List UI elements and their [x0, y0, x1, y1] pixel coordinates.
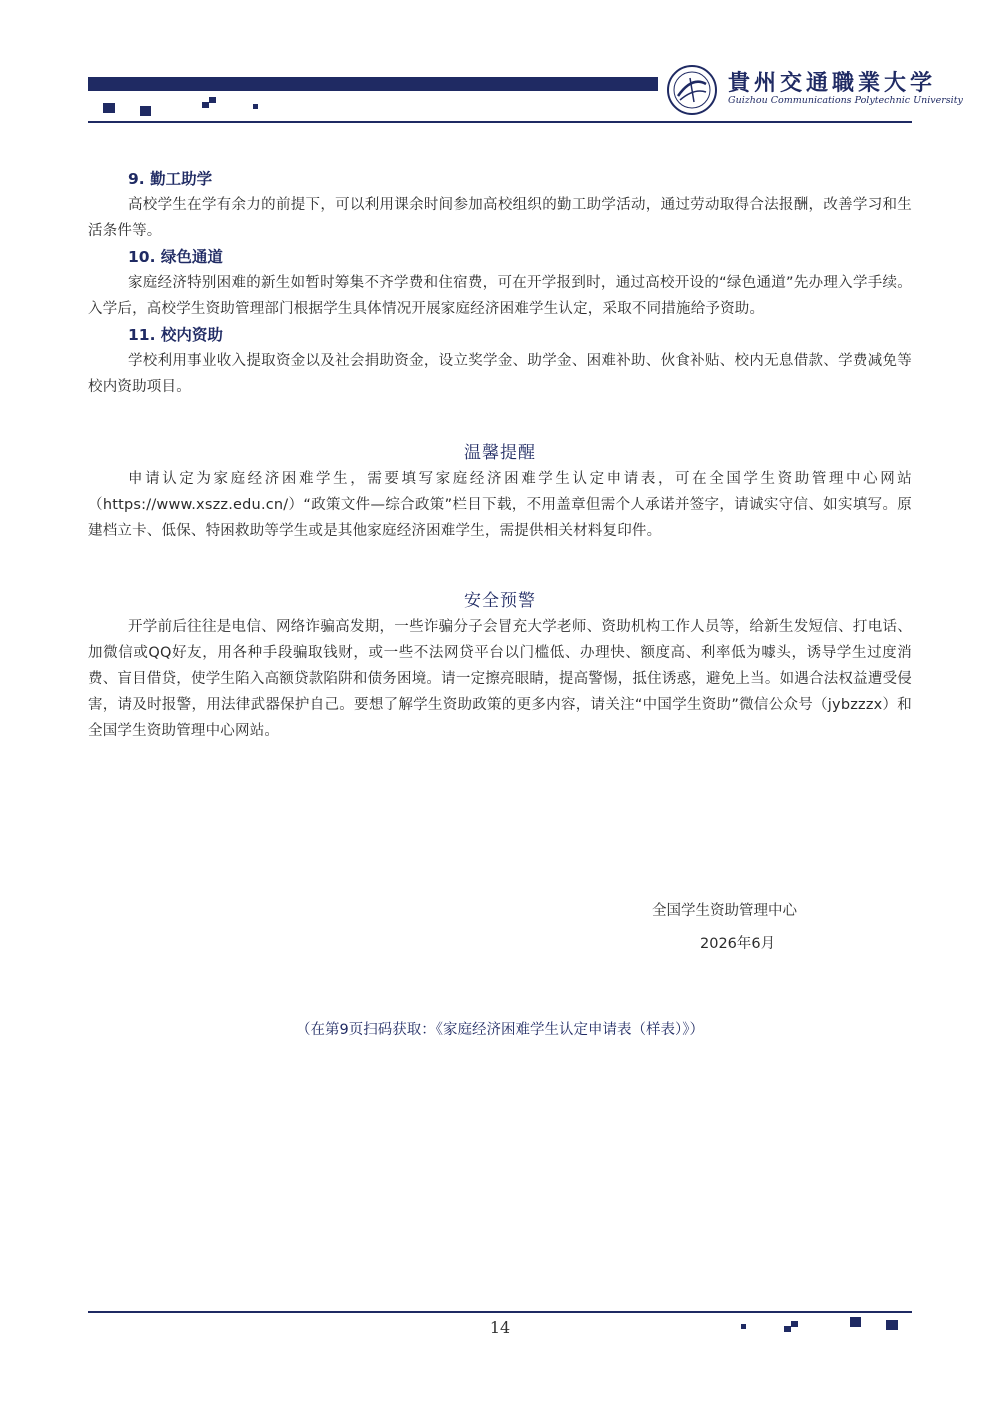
header-square: [140, 106, 151, 116]
footer-rule: [88, 1311, 912, 1313]
header-rule: [88, 121, 912, 123]
signature-org: 全国学生资助管理中心: [652, 903, 797, 919]
university-name-en: Guizhou Communications Polytechnic University: [728, 95, 963, 106]
reminder-text: 申请认定为家庭经济困难学生，需要填写家庭经济困难学生认定申请表，可在全国学生资助管理中心网站（https://www.xszz.edu.cn/）“政策文件—综合政策”栏目下载，不用盖章但需个人承诺并签字，请诚实守信、如实填写。原建档立卡、低保、特困救助等学生或是其他家庭经济困难学生，需提供相关材料复印件。: [88, 471, 912, 539]
section-heading: 11. 校内资助: [128, 326, 223, 344]
footer-square: [741, 1324, 746, 1329]
section-text: 高校学生在学有余力的前提下，可以利用课余时间参加高校组织的勤工助学活动，通过劳动取得合法报酬，改善学习和生活条件等。: [88, 197, 912, 239]
university-name-cn: 貴州交通職業大学: [728, 70, 937, 96]
university-emblem-icon: [666, 64, 718, 116]
warning-text: 开学前后往往是电信、网络诈骗高发期，一些诈骗分子会冒充大学老师、资助机构工作人员等，给新生发短信、打电话、加微信或QQ好友，用各种手段骗取钱财，或一些不法网贷平台以门槛低、办理快、额度高、利率低为噱头，诱导学生过度消费、盲目借贷，使学生陷入高额贷款陷阱和债务困境。请一定擦亮眼睛，提高警惕，抵住诱惑，避免上当。如遇合法权益遭受侵害，请及时报警，用法律武器保护自己。要想了解学生资助政策的更多内容，请关注“中国学生资助”微信公众号（jybzzzx）和全国学生资助管理中心网站。: [88, 619, 912, 739]
footer-square: [784, 1326, 791, 1332]
reminder-title: 温馨提醒: [464, 443, 536, 463]
header-square: [103, 103, 115, 113]
footer-square: [850, 1317, 861, 1327]
section-heading: 10. 绿色通道: [128, 248, 223, 266]
footer-square: [886, 1320, 898, 1330]
section-text: 学校利用事业收入提取资金以及社会捐助资金，设立奖学金、助学金、困难补助、伙食补贴、校内无息借款、学费减免等校内资助项目。: [88, 353, 912, 395]
form-note: （在第9页扫码获取：《家庭经济困难学生认定申请表（样表）》）: [296, 1022, 704, 1038]
university-logo: [666, 64, 963, 116]
warning-title: 安全预警: [464, 591, 536, 611]
header-square: [253, 104, 258, 109]
page-number: 14: [489, 1318, 511, 1337]
section-heading: 9. 勤工助学: [128, 170, 213, 188]
footer-square: [791, 1321, 798, 1327]
signature-date: 2026年6月: [700, 936, 776, 952]
header-square: [209, 97, 216, 103]
header-square: [202, 102, 209, 108]
page-content: [88, 166, 912, 744]
header-bar: [88, 77, 658, 91]
section-text: 家庭经济特别困难的新生如暂时筹集不齐学费和住宿费，可在开学报到时，通过高校开设的“绿色通道”先办理入学手续。入学后，高校学生资助管理部门根据学生具体情况开展家庭经济困难学生认定，采取不同措施给予资助。: [88, 275, 912, 317]
